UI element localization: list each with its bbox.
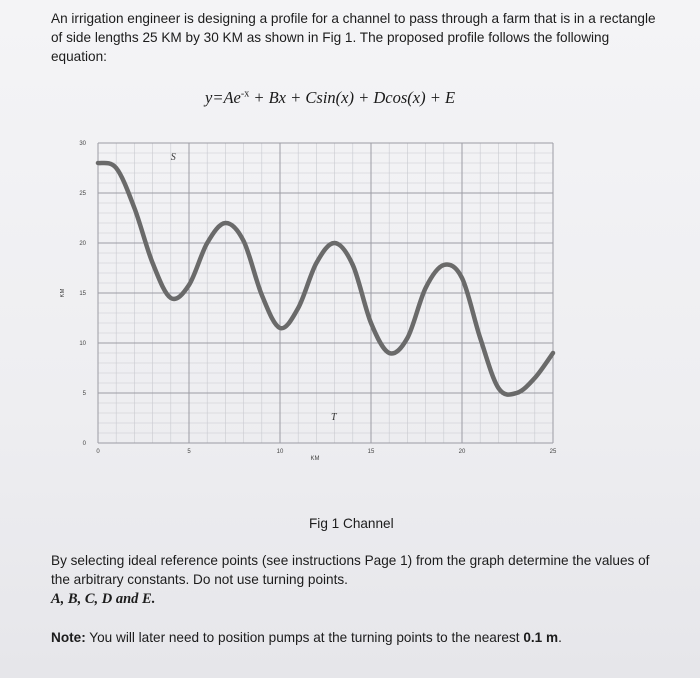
figure-caption: Fig 1 Channel: [309, 516, 394, 531]
x-tick-label: 10: [276, 449, 284, 455]
x-tick-labels: [96, 449, 557, 455]
x-axis-label: KM: [310, 456, 320, 462]
question-text: [51, 551, 671, 609]
y-tick-label: 0: [82, 441, 86, 447]
x-tick-label: 15: [367, 449, 375, 455]
y-tick-labels: [79, 141, 86, 447]
x-tick-label: 0: [96, 449, 100, 455]
note-body: You will later need to position pumps at the turning points to the nearest: [85, 630, 524, 645]
note-label: Note:: [51, 630, 86, 645]
channel-profile-line: [98, 163, 553, 395]
profile-equation: [205, 88, 455, 108]
annotation-s: S: [170, 152, 176, 163]
equation-rest: + Bx + Csin(x) + Dcos(x) + E: [249, 88, 456, 107]
problem-intro: An irrigation engineer is designing a profile for a channel to pass through a farm that is in a rectangle of side lengths 25 KM by 30 KM as shown in Fig 1. The proposed profile follows the following equation:: [51, 11, 656, 64]
equation-lhs: y=Ae: [205, 88, 241, 107]
equation-exponent: -x: [240, 88, 250, 100]
y-tick-label: 25: [79, 191, 86, 197]
y-tick-label: 10: [79, 341, 86, 347]
note-text: [51, 628, 671, 647]
y-axis-label: KM: [60, 288, 66, 298]
channel-profile-chart: [60, 128, 580, 468]
note-value: 0.1 m: [523, 630, 559, 645]
question-body: By selecting ideal reference points (see instructions Page 1) from the graph determine the values of the arbitrary constants. Do not use turning points.: [51, 553, 650, 587]
constants-list: A, B, C, D and E.: [51, 591, 156, 607]
y-tick-label: 15: [79, 291, 86, 297]
note-end: .: [558, 630, 562, 645]
annotation-t: T: [330, 412, 337, 423]
y-tick-label: 20: [79, 241, 86, 247]
y-tick-label: 30: [79, 141, 86, 147]
x-tick-label: 5: [187, 449, 191, 455]
x-tick-label: 25: [549, 449, 557, 455]
y-tick-label: 5: [82, 391, 86, 397]
x-tick-label: 20: [458, 449, 466, 455]
